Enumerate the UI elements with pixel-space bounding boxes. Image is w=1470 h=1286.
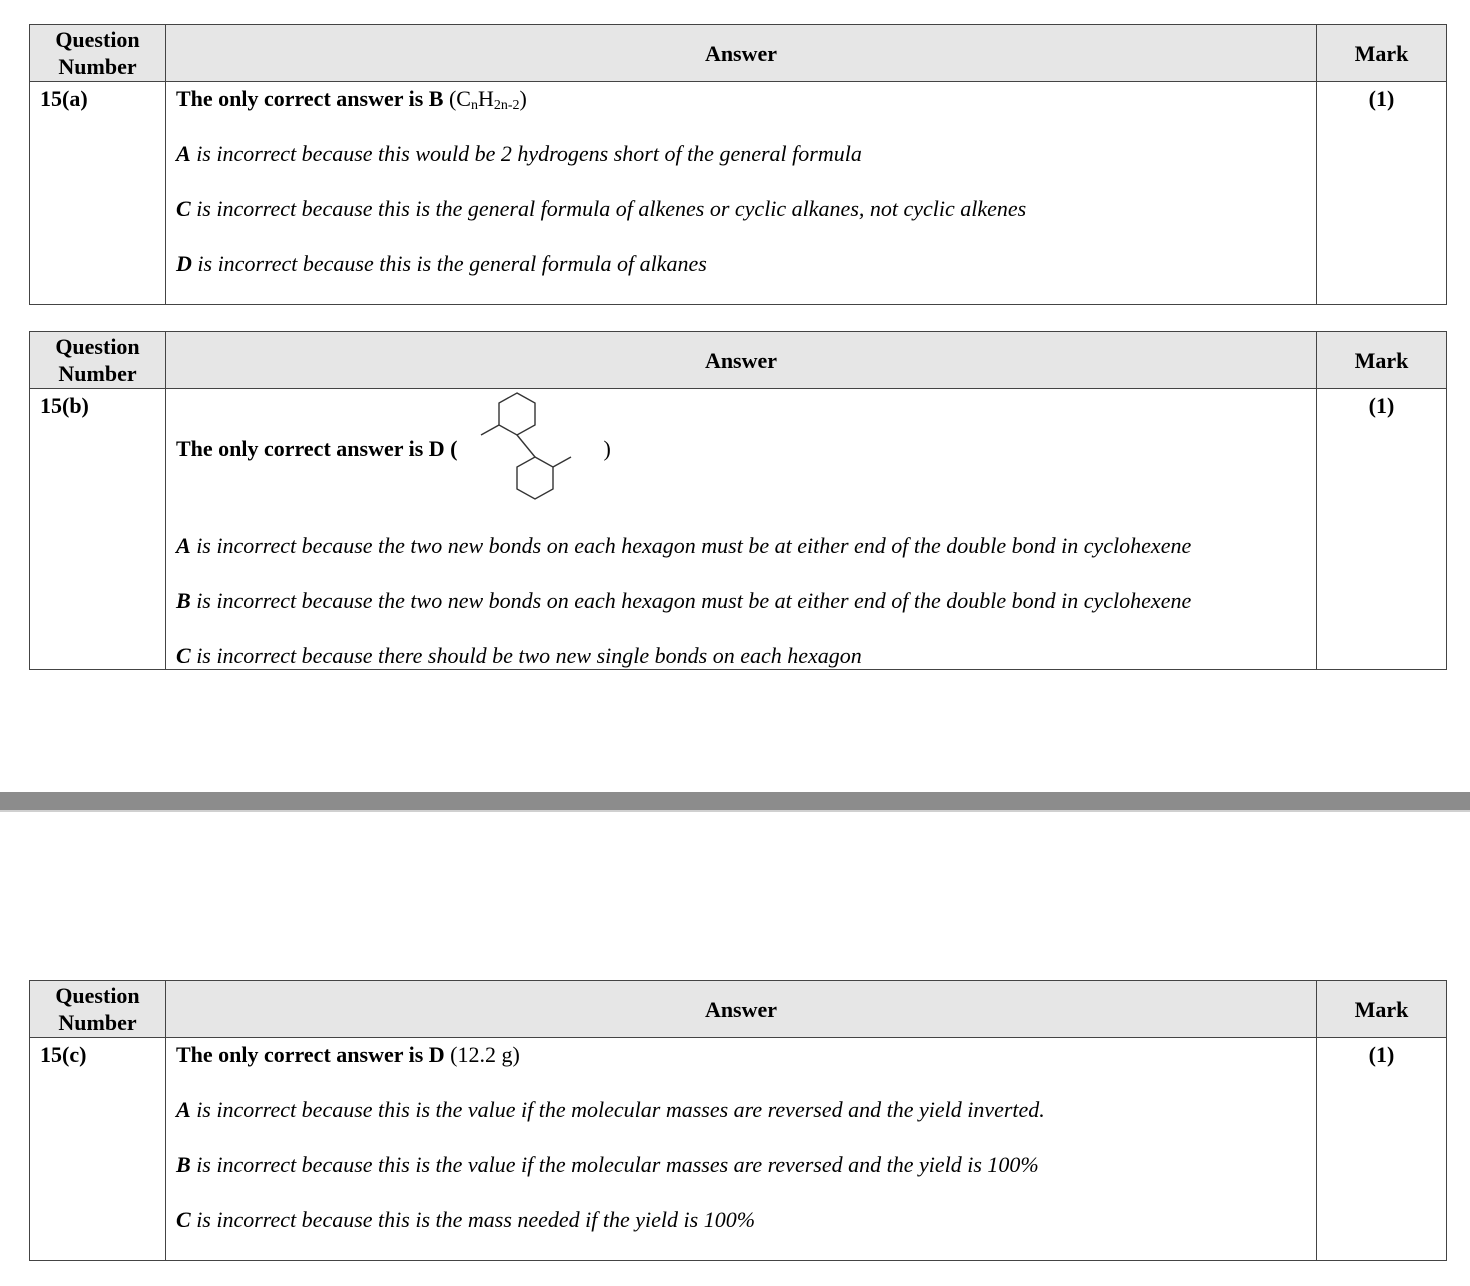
reason-text: is incorrect because this is the general formula of alkanes xyxy=(191,251,707,276)
reason-text: is incorrect because this would be 2 hydrogens short of the general formula xyxy=(190,141,862,166)
reason-item xyxy=(176,588,1306,614)
reason-text: is incorrect because the two new bonds on each hexagon must be at either end of the double bond in cyclohexene xyxy=(190,533,1192,558)
mark-value: (1) xyxy=(1317,82,1447,305)
correct-answer xyxy=(176,86,1306,112)
reason-text: is incorrect because this is the general formula of alkenes or cyclic alkanes, not cyclic alkenes xyxy=(190,196,1027,221)
answer-header: Answer xyxy=(166,25,1317,82)
reason-item xyxy=(176,643,1306,669)
reason-text: is incorrect because this is the value if the molecular masses are reversed and the yield inverted. xyxy=(190,1097,1045,1122)
reason-letter: D xyxy=(176,251,192,276)
table-header-row xyxy=(30,332,1447,389)
correct-answer-label: The only correct answer is D ( xyxy=(176,436,458,461)
reason-item xyxy=(176,251,1306,277)
mark-header: Mark xyxy=(1317,25,1447,82)
correct-answer-value: (12.2 g) xyxy=(450,1042,520,1067)
table-row xyxy=(30,1038,1447,1261)
correct-answer-label: The only correct answer is B xyxy=(176,86,444,111)
reason-text: is incorrect because there should be two new single bonds on each hexagon xyxy=(190,643,862,668)
correct-answer-label: The only correct answer is D xyxy=(176,1042,445,1067)
correct-answer xyxy=(176,1042,1306,1068)
reason-text: is incorrect because this is the mass needed if the yield is 100% xyxy=(190,1207,756,1232)
mark-header: Mark xyxy=(1317,332,1447,389)
mark-scheme-table-15a xyxy=(29,24,1447,305)
reason-letter: A xyxy=(176,533,191,558)
header-text: Question xyxy=(55,334,140,359)
reason-item xyxy=(176,1207,1306,1233)
question-number-header xyxy=(30,981,166,1038)
table-header-row xyxy=(30,25,1447,82)
answer-cell xyxy=(166,389,1317,670)
reason-letter: B xyxy=(176,1152,191,1177)
dimethyl-bicyclohexyl-structure-icon xyxy=(461,389,601,509)
reason-letter: A xyxy=(176,141,191,166)
reason-letter: C xyxy=(176,643,191,668)
question-number: 15(b) xyxy=(30,389,166,670)
table-row xyxy=(30,389,1447,670)
reason-letter: A xyxy=(176,1097,191,1122)
correct-answer-close: ) xyxy=(603,436,611,461)
header-text: Question xyxy=(55,27,140,52)
reason-item xyxy=(176,1152,1306,1178)
mark-value: (1) xyxy=(1317,1038,1447,1261)
mark-header: Mark xyxy=(1317,981,1447,1038)
mark-scheme-table-15b xyxy=(29,331,1447,670)
table-row xyxy=(30,82,1447,305)
answer-cell xyxy=(166,1038,1317,1261)
question-number: 15(a) xyxy=(30,82,166,305)
reason-text: is incorrect because this is the value if the molecular masses are reversed and the yield is 100% xyxy=(190,1152,1039,1177)
reason-item xyxy=(176,141,1306,167)
reason-letter: B xyxy=(176,588,191,613)
reason-item xyxy=(176,1097,1306,1123)
reason-text: is incorrect because the two new bonds on each hexagon must be at either end of the double bond in cyclohexene xyxy=(190,588,1192,613)
header-text: Number xyxy=(58,54,137,79)
question-number: 15(c) xyxy=(30,1038,166,1261)
header-text: Number xyxy=(58,361,137,386)
reason-item xyxy=(176,533,1306,559)
correct-answer xyxy=(176,389,1306,509)
mark-value: (1) xyxy=(1317,389,1447,670)
header-text: Number xyxy=(58,1010,137,1035)
page-divider xyxy=(0,792,1470,810)
answer-header: Answer xyxy=(166,981,1317,1038)
mark-scheme-table-15c xyxy=(29,980,1447,1261)
answer-header: Answer xyxy=(166,332,1317,389)
page-divider-edge xyxy=(0,810,1470,812)
general-formula: $(C_nH_{2n-2})$ xyxy=(448,86,527,113)
question-number-header xyxy=(30,332,166,389)
answer-cell xyxy=(166,82,1317,305)
reason-letter: C xyxy=(176,1207,191,1232)
question-number-header xyxy=(30,25,166,82)
header-text: Question xyxy=(55,983,140,1008)
table-header-row xyxy=(30,981,1447,1038)
reason-item xyxy=(176,196,1306,222)
reason-letter: C xyxy=(176,196,191,221)
